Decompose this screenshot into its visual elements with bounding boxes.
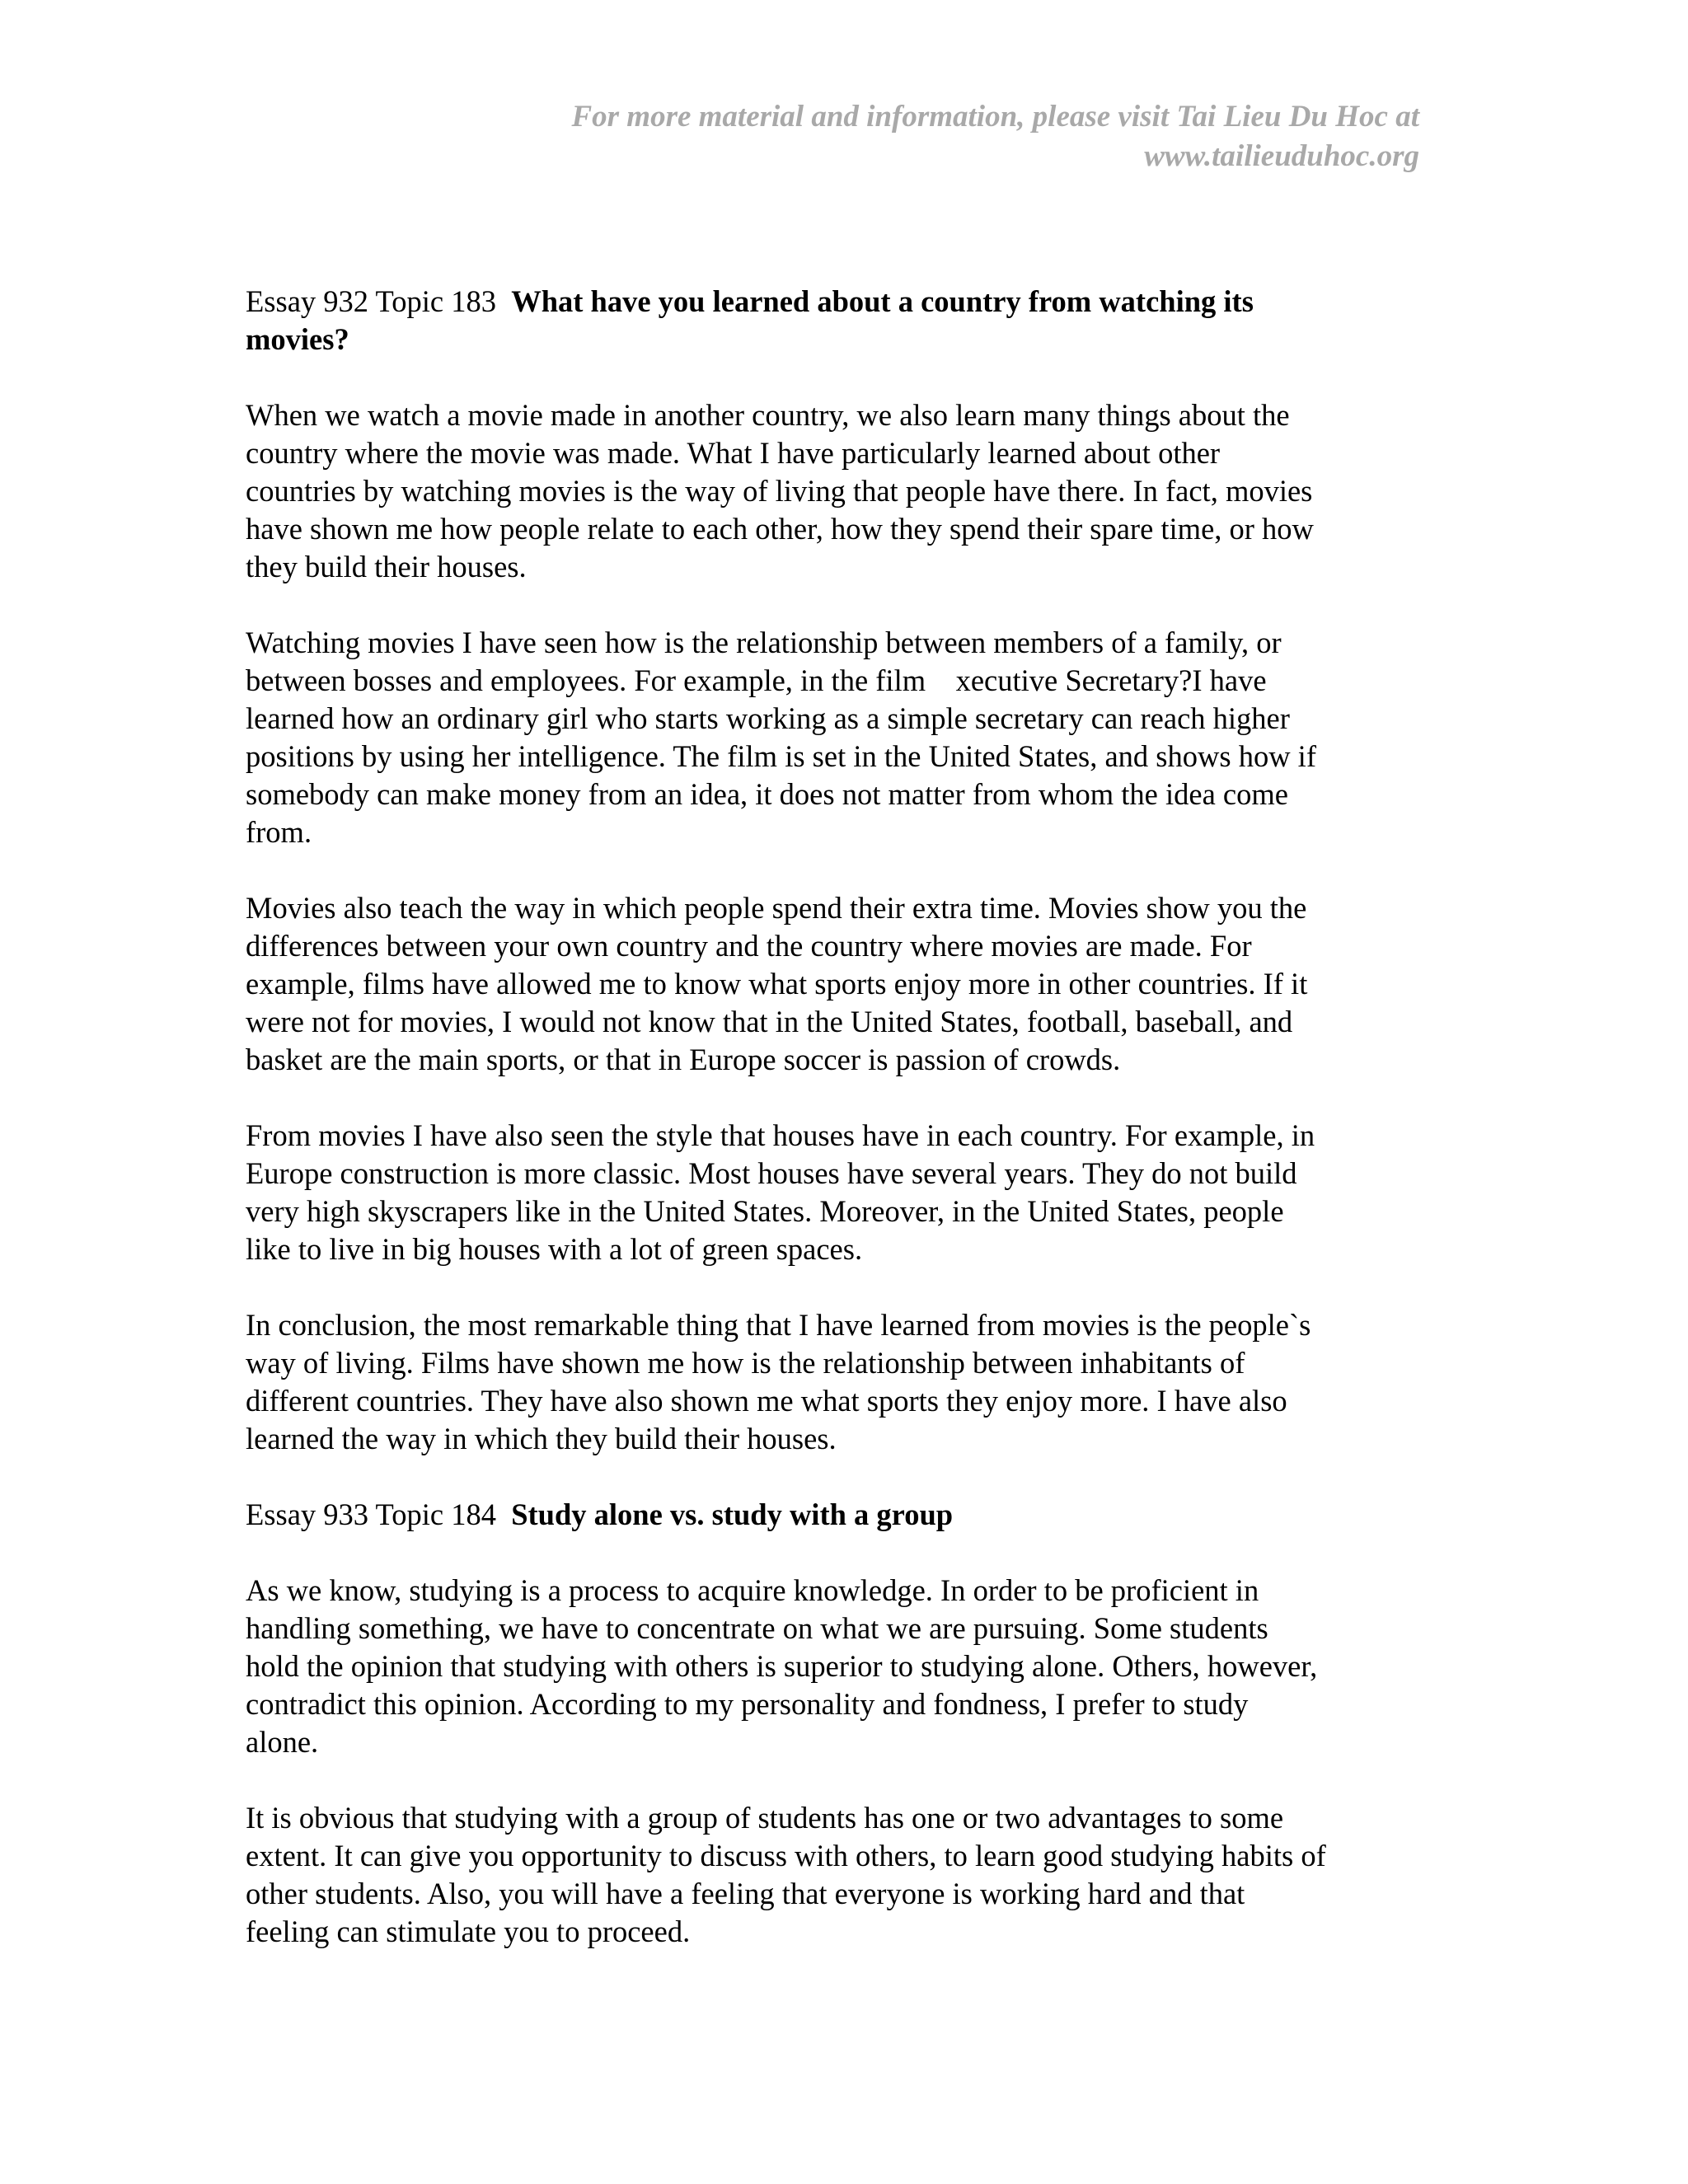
text-line: positions by using her intelligence. The film is set in the United States, and shows how if <box>246 739 1316 773</box>
text-line: In conclusion, the most remarkable thing that I have learned from movies is the people`s <box>246 1308 1311 1342</box>
text-line: they build their houses. <box>246 550 527 583</box>
essay-heading-932 <box>246 283 1441 359</box>
text-line: were not for movies, I would not know that in the United States, football, baseball, and <box>246 1005 1293 1038</box>
text-line: have shown me how people relate to each other, how they spend their spare time, or how <box>246 512 1314 546</box>
paragraph <box>246 1799 1441 1951</box>
text-line: As we know, studying is a process to acquire knowledge. In order to be proficient in <box>246 1573 1259 1607</box>
essay-title: Study alone vs. study with a group <box>511 1497 954 1531</box>
paragraph <box>246 624 1441 851</box>
text-line: When we watch a movie made in another country, we also learn many things about the <box>246 398 1290 432</box>
header-line-1: For more material and information, please visit Tai Lieu Du Hoc at <box>571 100 1419 134</box>
text-line: handling something, we have to concentrate on what we are pursuing. Some students <box>246 1611 1268 1645</box>
text-line: extent. It can give you opportunity to discuss with others, to learn good studying habits of <box>246 1839 1326 1872</box>
text-line: Watching movies I have seen how is the relationship between members of a family, or <box>246 626 1282 659</box>
text-line: very high skyscrapers like in the United States. Moreover, in the United States, people <box>246 1194 1284 1228</box>
text-line: It is obvious that studying with a group of students has one or two advantages to some <box>246 1801 1284 1835</box>
essay-label: Essay 932 Topic 183 <box>246 284 512 318</box>
text-line: From movies I have also seen the style that houses have in each country. For example, in <box>246 1118 1315 1152</box>
essay-heading-933 <box>246 1496 1441 1534</box>
essay-label: Essay 933 Topic 184 <box>246 1497 512 1531</box>
text-line: countries by watching movies is the way of living that people have there. In fact, movies <box>246 474 1313 508</box>
text-line: learned how an ordinary girl who starts working as a simple secretary can reach higher <box>246 701 1290 735</box>
text-line: feeling can stimulate you to proceed. <box>246 1915 691 1948</box>
paragraph <box>246 1117 1441 1268</box>
paragraph <box>246 396 1441 586</box>
text-line: between bosses and employees. For example, in the film xecutive Secretary?I have <box>246 663 1267 697</box>
document-body <box>246 283 1441 1989</box>
text-line: Europe construction is more classic. Most houses have several years. They do not build <box>246 1156 1297 1190</box>
text-line: basket are the main sports, or that in Europe soccer is passion of crowds. <box>246 1043 1121 1076</box>
paragraph <box>246 1572 1441 1761</box>
text-line: way of living. Films have shown me how is the relationship between inhabitants of <box>246 1346 1245 1380</box>
text-line: from. <box>246 815 312 849</box>
essay-title: What have you learned about a country from watching its <box>511 284 1254 318</box>
text-line: learned the way in which they build their houses. <box>246 1422 837 1455</box>
text-line: differences between your own country and the country where movies are made. For <box>246 929 1252 963</box>
header-note <box>430 97 1419 176</box>
essay-title-continued: movies? <box>246 322 349 356</box>
header-link[interactable]: www.tailieuduhoc.org <box>1144 139 1419 173</box>
text-line: hold the opinion that studying with others is superior to studying alone. Others, however, <box>246 1649 1318 1683</box>
text-line: example, films have allowed me to know what sports enjoy more in other countries. If it <box>246 967 1308 1001</box>
text-line: contradict this opinion. According to my personality and fondness, I prefer to study <box>246 1687 1249 1721</box>
text-line: somebody can make money from an idea, it does not matter from whom the idea come <box>246 777 1288 811</box>
text-line: different countries. They have also shown me what sports they enjoy more. I have also <box>246 1384 1287 1418</box>
paragraph <box>246 889 1441 1079</box>
text-line: country where the movie was made. What I have particularly learned about other <box>246 436 1221 470</box>
text-line: Movies also teach the way in which people spend their extra time. Movies show you the <box>246 891 1307 925</box>
text-line: like to live in big houses with a lot of green spaces. <box>246 1232 863 1266</box>
text-line: alone. <box>246 1725 319 1759</box>
paragraph <box>246 1306 1441 1458</box>
text-line: other students. Also, you will have a feeling that everyone is working hard and that <box>246 1877 1245 1910</box>
